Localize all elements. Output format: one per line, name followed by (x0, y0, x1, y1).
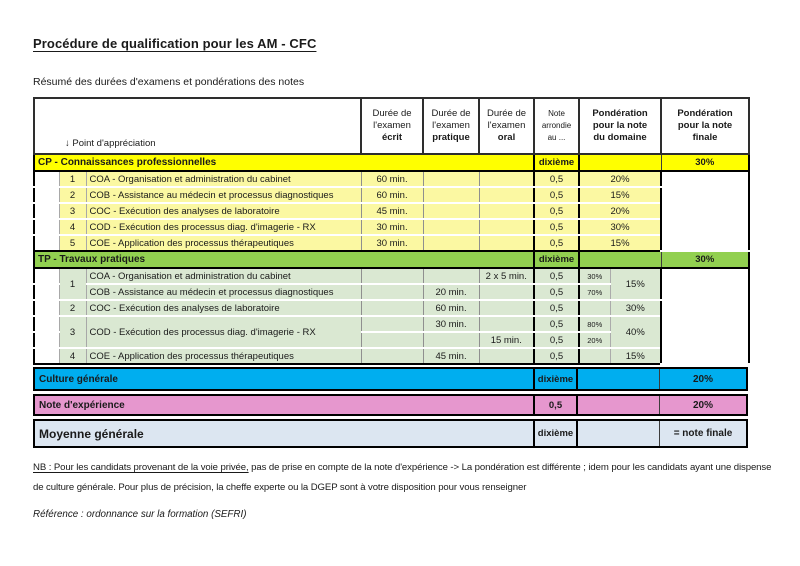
row-label: COA - Organisation et administration du cabinet (86, 171, 361, 187)
row-label: COE - Application des processus thérapeutiques (86, 235, 361, 251)
experience-final-weight: 20% (692, 399, 713, 411)
domaine-weight: 20% (579, 171, 661, 187)
row-label: COC - Exécution des analyses de laboratoire (86, 300, 361, 316)
row-label: COD - Exécution des processus diag. d'imagerie - RX (86, 219, 361, 235)
duration-pratique: 45 min. (423, 348, 479, 364)
culture-domaine-blank (578, 369, 660, 389)
col-header-ponderation-finale: Pondération pour la note finale (661, 98, 749, 154)
point-appreciation-label: ↓ Point d'appréciation (65, 138, 156, 149)
experience-domaine-blank (578, 396, 660, 414)
tp-row-4 (34, 348, 749, 364)
col-header-oral: Durée de l'examen oral (479, 98, 534, 154)
row-label: COA - Organisation et administration du cabinet (86, 268, 361, 284)
tp-row-2 (34, 300, 749, 316)
reference-line: Référence : ordonnance sur la formation (SEFRI) (33, 509, 247, 520)
duration-pratique: 20 min. (423, 284, 479, 300)
row-number: 2 (59, 300, 86, 316)
tp-section-title: TP - Travaux pratiques (34, 251, 534, 268)
sub-weight: 20% (579, 332, 610, 348)
duration-ecrit: 60 min. (361, 187, 423, 203)
row-label: COB - Assistance au médecin et processus diagnostiques (86, 187, 361, 203)
note-arrondie: 0,5 (534, 203, 579, 219)
moyenne-domaine-blank (578, 421, 660, 446)
col-header-ponderation-domaine: Pondération pour la note du domaine (579, 98, 661, 154)
tp-note-arrondie: dixième (534, 251, 579, 268)
tp-row-3a (34, 316, 749, 332)
note-arrondie: 0,5 (534, 332, 579, 348)
row-number: 1 (59, 171, 86, 187)
cp-note-arrondie: dixième (534, 154, 579, 171)
tp-section-header (34, 251, 749, 268)
row-number: 4 (59, 348, 86, 364)
nb-rest-text: pas de prise en compte de la note d'expérience -> La pondération est différente ; idem pour les candidats ayant une dispense de culture générale. Pour plus de précision, la cheffe experte ou la DGEP sont à votre disposition pour vous renseigner (33, 462, 772, 493)
cp-row-3 (34, 203, 749, 219)
cp-section-header (34, 154, 749, 171)
row-number: 1 (59, 268, 86, 300)
domaine-weight: 40% (610, 316, 661, 348)
duration-ecrit: 60 min. (361, 171, 423, 187)
sub-weight: 70% (579, 284, 610, 300)
duration-oral: 15 min. (479, 332, 534, 348)
duration-pratique: 60 min. (423, 300, 479, 316)
culture-note-arrondie: dixième (533, 369, 578, 389)
duration-ecrit: 30 min. (361, 219, 423, 235)
cp-row-5 (34, 235, 749, 251)
culture-final-weight: 20% (692, 373, 713, 385)
note-arrondie: 0,5 (534, 348, 579, 364)
domaine-weight: 15% (610, 268, 661, 300)
row-label: COB - Assistance au médecin et processus diagnostiques (86, 284, 361, 300)
row-number: 3 (59, 203, 86, 219)
nb-underlined-text: NB : Pour les candidats provenant de la voie privée, (33, 462, 249, 473)
domaine-weight: 30% (610, 300, 661, 316)
duration-ecrit: 45 min. (361, 203, 423, 219)
col-header-ecrit: Durée de l'examen écrit (361, 98, 423, 154)
row-number: 2 (59, 187, 86, 203)
moyenne-note-arrondie: dixième (533, 421, 578, 446)
domaine-weight: 20% (579, 203, 661, 219)
experience-note-arrondie: 0,5 (533, 396, 578, 414)
cp-final-weight: 30% (661, 154, 749, 171)
tp-row-1a (34, 268, 749, 284)
domaine-weight: 30% (579, 219, 661, 235)
row-number: 5 (59, 235, 86, 251)
note-arrondie: 0,5 (534, 284, 579, 300)
domaine-weight: 15% (579, 235, 661, 251)
note-arrondie: 0,5 (534, 171, 579, 187)
note-arrondie: 0,5 (534, 235, 579, 251)
row-number: 4 (59, 219, 86, 235)
note-arrondie: 0,5 (534, 316, 579, 332)
culture-label: Culture générale (39, 373, 118, 385)
duration-pratique: 30 min. (423, 316, 479, 332)
page-title: Procédure de qualification pour les AM - CFC (33, 36, 317, 51)
experience-label: Note d'expérience (39, 399, 125, 411)
cp-final-blank (661, 171, 749, 251)
cp-row-2 (34, 187, 749, 203)
tp-final-weight: 30% (661, 251, 749, 268)
row-label: COE - Application des processus thérapeutiques (86, 348, 361, 364)
row-label: COC - Exécution des analyses de laboratoire (86, 203, 361, 219)
table-header-row (34, 98, 749, 154)
col-header-pratique: Durée de l'examen pratique (423, 98, 479, 154)
tp-domaine-blank (579, 251, 661, 268)
sub-weight: 80% (579, 316, 610, 332)
col-header-note-arrondie: Note arrondie au ... (534, 98, 579, 154)
sub-weight: 30% (579, 268, 610, 284)
note-arrondie: 0,5 (534, 219, 579, 235)
domaine-weight: 15% (579, 187, 661, 203)
cp-row-4 (34, 219, 749, 235)
page-subtitle: Résumé des durées d'examens et pondérations des notes (33, 76, 305, 88)
row-number: 3 (59, 316, 86, 348)
point-appreciation-header (34, 98, 361, 154)
note-arrondie: 0,5 (534, 187, 579, 203)
duration-oral: 2 x 5 min. (479, 268, 534, 284)
tp-final-blank (661, 268, 749, 364)
note-arrondie: 0,5 (534, 268, 579, 284)
qualification-table (33, 97, 750, 365)
nb-footnote (33, 458, 778, 497)
row-label: COD - Exécution des processus diag. d'imagerie - RX (86, 316, 361, 348)
cp-domaine-blank (579, 154, 661, 171)
culture-generale-row (33, 367, 748, 391)
note-experience-row (33, 394, 748, 416)
cp-row-1 (34, 171, 749, 187)
domaine-weight: 15% (610, 348, 661, 364)
duration-ecrit: 30 min. (361, 235, 423, 251)
note-arrondie: 0,5 (534, 300, 579, 316)
cp-section-title: CP - Connaissances professionnelles (34, 154, 534, 171)
moyenne-label: Moyenne générale (39, 426, 144, 441)
moyenne-final-value: = note finale (673, 428, 733, 439)
moyenne-generale-row (33, 419, 748, 448)
